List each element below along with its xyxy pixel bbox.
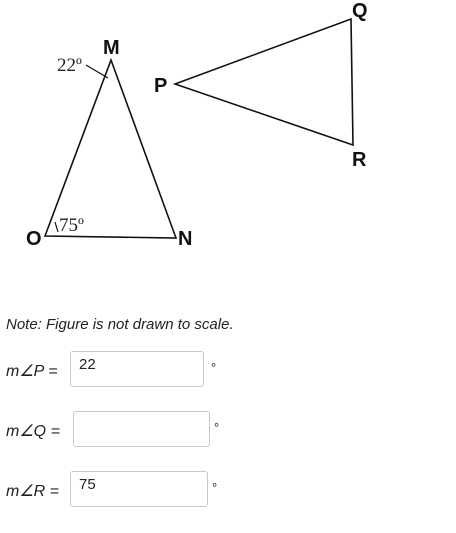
vertex-label-m: M <box>103 37 120 59</box>
triangle-pqr <box>175 19 353 145</box>
angle-m-label: 22º <box>57 55 82 76</box>
answer-row-p <box>0 351 456 391</box>
angle-r-label: m∠R = <box>6 483 60 500</box>
angle-o-marker <box>55 222 58 232</box>
degree-symbol: ° <box>214 420 220 435</box>
vertex-label-r: R <box>352 149 367 171</box>
angle-r-input[interactable] <box>70 471 208 507</box>
note-text: Note: Figure is not drawn to scale. <box>6 316 234 333</box>
answer-row-r <box>0 471 456 511</box>
vertex-label-p: P <box>154 75 168 97</box>
answer-row-q <box>0 411 456 451</box>
angle-o-label: 75º <box>59 215 84 236</box>
degree-symbol: ° <box>211 360 217 375</box>
degree-symbol: ° <box>212 480 218 495</box>
vertex-label-q: Q <box>352 0 368 22</box>
angle-m-marker <box>86 65 108 78</box>
vertex-label-n: N <box>178 228 193 250</box>
vertex-label-o: O <box>26 228 42 250</box>
angle-p-input[interactable] <box>70 351 204 387</box>
angle-q-input[interactable] <box>73 411 210 447</box>
angle-p-label: m∠P = <box>6 363 58 380</box>
angle-q-label: m∠Q = <box>6 423 60 440</box>
